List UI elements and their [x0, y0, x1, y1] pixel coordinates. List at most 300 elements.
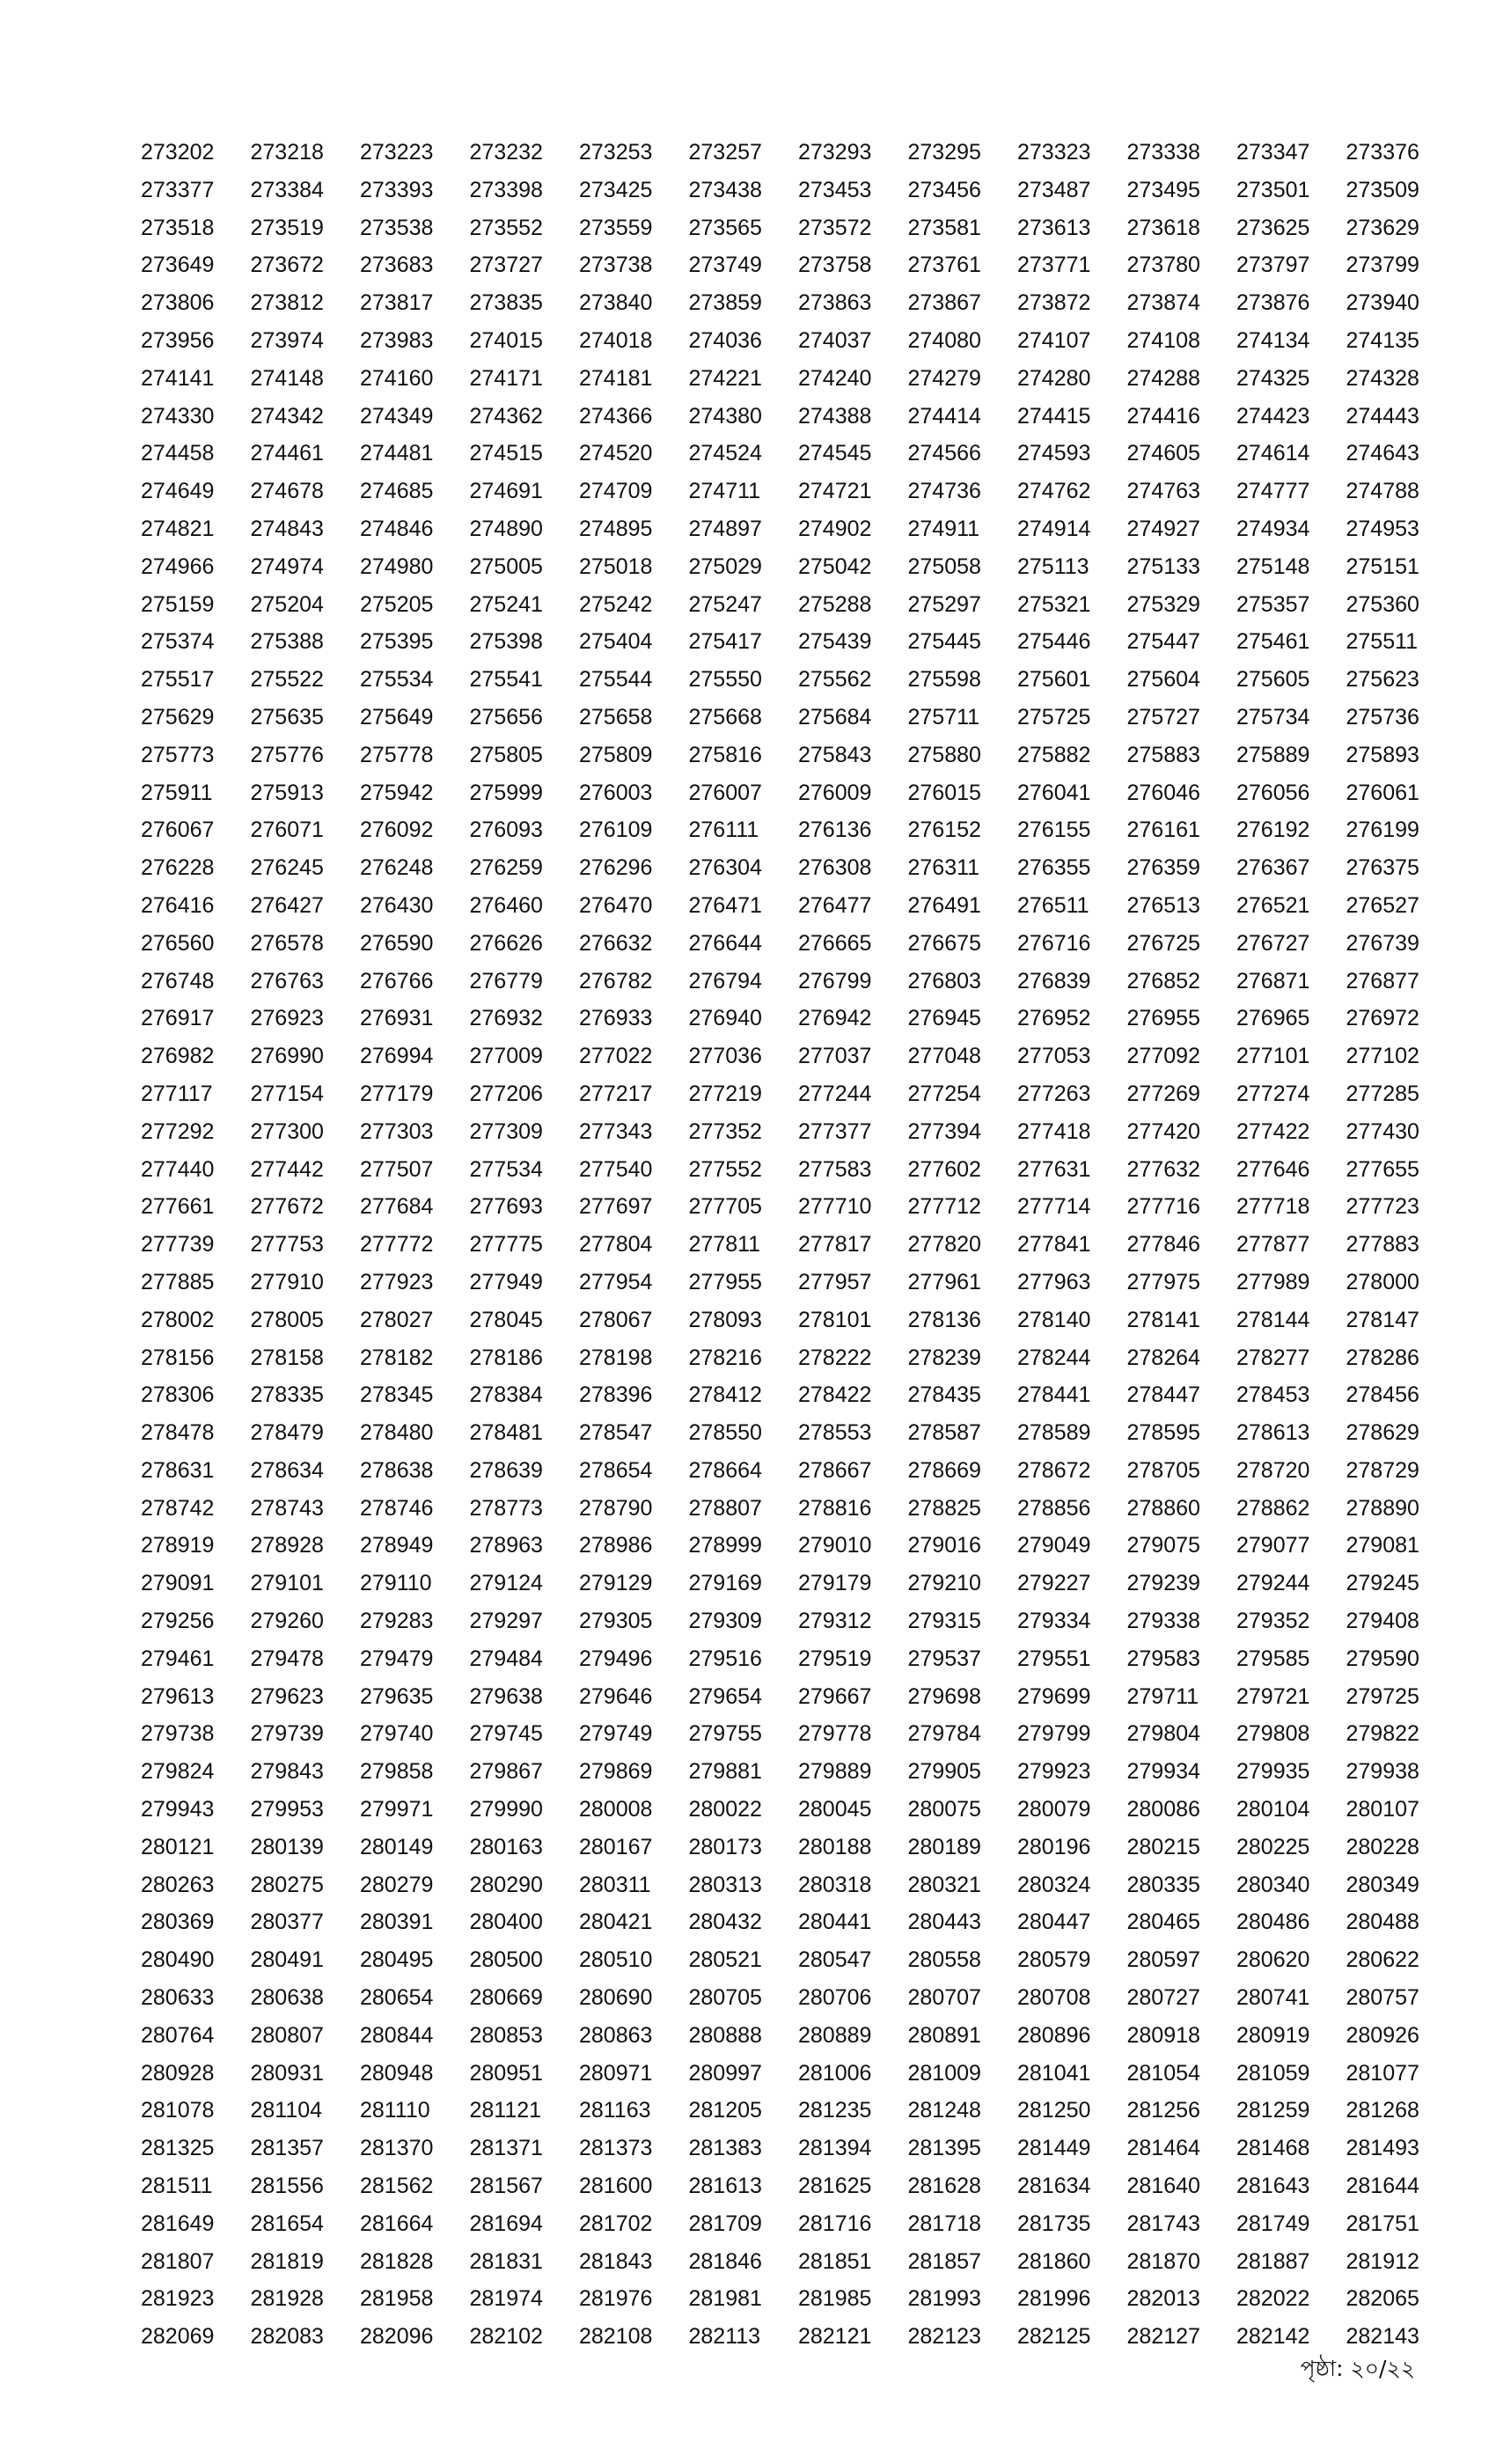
number-cell: 278654	[579, 1457, 653, 1483]
number-cell: 281250	[1017, 2098, 1091, 2123]
number-cell: 275544	[579, 667, 653, 693]
number-cell: 280510	[579, 1947, 653, 1973]
number-cell: 276632	[579, 930, 653, 956]
number-cell: 276748	[141, 968, 215, 994]
number-cell: 278412	[688, 1382, 762, 1408]
number-cell: 273761	[907, 253, 981, 278]
number-cell: 277923	[360, 1269, 434, 1294]
number-cell: 275029	[688, 554, 762, 579]
number-cell: 275809	[579, 742, 653, 767]
number-cell: 273559	[579, 215, 653, 240]
number-cell: 274349	[360, 403, 434, 429]
number-cell: 277269	[1126, 1081, 1200, 1106]
number-cell: 280139	[250, 1834, 324, 1859]
number-cell: 276161	[1126, 818, 1200, 843]
number-cell: 281912	[1346, 2248, 1419, 2274]
number-cell: 273552	[469, 215, 543, 240]
number-cell: 274288	[1126, 365, 1200, 391]
number-cell: 280324	[1017, 1872, 1091, 1897]
number-cell: 276427	[250, 892, 324, 918]
number-cell: 280633	[141, 1985, 215, 2011]
number-cell: 278742	[141, 1495, 215, 1521]
number-cell: 275374	[141, 629, 215, 655]
number-cell: 279305	[579, 1609, 653, 1634]
number-cell: 276477	[798, 892, 872, 918]
number-cell: 279245	[1346, 1571, 1419, 1596]
number-cell: 273876	[1236, 290, 1310, 316]
number-cell: 277716	[1126, 1194, 1200, 1220]
number-cell: 279784	[907, 1721, 981, 1747]
number-cell: 278587	[907, 1420, 981, 1446]
number-cell: 273257	[688, 140, 762, 165]
number-cell: 278862	[1236, 1495, 1310, 1521]
number-cell: 278999	[688, 1533, 762, 1558]
number-cell: 278825	[907, 1495, 981, 1521]
number-cell: 278335	[250, 1382, 324, 1408]
number-cell: 281857	[907, 2248, 981, 2274]
number-cell: 274649	[141, 479, 215, 504]
number-cell: 280263	[141, 1872, 215, 1897]
number-cell: 275778	[360, 742, 434, 767]
number-cell: 275711	[907, 704, 980, 730]
number-cell: 279698	[907, 1683, 981, 1709]
number-cell: 279461	[141, 1646, 215, 1671]
number-cell: 276471	[688, 892, 762, 918]
number-cell: 273347	[1236, 140, 1310, 165]
number-cell: 277883	[1346, 1232, 1419, 1258]
number-cell: 281643	[1236, 2174, 1310, 2199]
number-cell: 280919	[1236, 2022, 1310, 2048]
number-cell: 278589	[1017, 1420, 1091, 1446]
number-cell: 279077	[1236, 1533, 1310, 1558]
number-cell: 276308	[798, 855, 872, 881]
number-cell: 276111	[688, 818, 759, 843]
number-cell: 273727	[469, 253, 543, 278]
number-cell: 281846	[688, 2248, 762, 2274]
number-cell: 281121	[469, 2098, 542, 2123]
number-cell: 281694	[469, 2211, 543, 2236]
number-cell: 278141	[1126, 1307, 1200, 1332]
number-cell: 279667	[798, 1683, 872, 1709]
number-cell: 278045	[469, 1307, 543, 1332]
number-cell: 278790	[579, 1495, 653, 1521]
number-cell: 276511	[1017, 892, 1089, 918]
number-cell: 281743	[1126, 2211, 1200, 2236]
number-cell: 275605	[1236, 667, 1310, 693]
number-cell: 276199	[1346, 818, 1419, 843]
number-cell: 276990	[250, 1044, 324, 1069]
number-cell: 278547	[579, 1420, 653, 1446]
number-cell: 279129	[579, 1571, 653, 1596]
number-cell: 279352	[1236, 1609, 1310, 1634]
number-cell: 280579	[1017, 1947, 1091, 1973]
number-cell: 275658	[579, 704, 653, 730]
number-cell: 273377	[141, 177, 215, 202]
number-cell: 277632	[1126, 1156, 1200, 1182]
number-cell: 279312	[798, 1609, 872, 1634]
number-cell: 280741	[1236, 1985, 1310, 2011]
number-cell: 278664	[688, 1457, 762, 1483]
number-cell: 277961	[907, 1269, 981, 1294]
number-cell: 276041	[1017, 780, 1091, 805]
number-cell: 280654	[360, 1985, 434, 2011]
number-cell: 277661	[141, 1194, 215, 1220]
number-cell: 280167	[579, 1834, 653, 1859]
number-cell: 277672	[250, 1194, 324, 1220]
number-cell: 279309	[688, 1609, 762, 1634]
number-cell: 280926	[1346, 2022, 1419, 2048]
number-cell: 279638	[469, 1683, 543, 1709]
number-cell: 278669	[907, 1457, 981, 1483]
number-cell: 281464	[1126, 2136, 1200, 2161]
number-cell: 274036	[688, 327, 762, 353]
number-cell: 279699	[1017, 1683, 1091, 1709]
number-cell: 274458	[141, 441, 215, 466]
number-cell: 277053	[1017, 1044, 1091, 1069]
number-cell: 279739	[250, 1721, 324, 1747]
number-cell: 276578	[250, 930, 324, 956]
number-cell: 277684	[360, 1194, 434, 1220]
number-cell: 281718	[907, 2211, 981, 2236]
number-cell: 278286	[1346, 1345, 1419, 1370]
number-cell: 281843	[579, 2248, 653, 2274]
number-cell: 277117	[141, 1081, 213, 1106]
number-cell: 274366	[579, 403, 653, 429]
number-cell: 280638	[250, 1985, 324, 2011]
number-cell: 280173	[688, 1834, 762, 1859]
number-cell: 273835	[469, 290, 543, 316]
number-cell: 276590	[360, 930, 434, 956]
number-cell: 277092	[1126, 1044, 1200, 1069]
number-cell: 277102	[1346, 1044, 1419, 1069]
number-cell: 280997	[688, 2060, 762, 2086]
number-cell: 279408	[1346, 1609, 1419, 1634]
number-cell: 279297	[469, 1609, 543, 1634]
number-cell: 281468	[1236, 2136, 1310, 2161]
number-cell: 276763	[250, 968, 324, 994]
number-cell: 274897	[688, 516, 762, 541]
number-cell: 280844	[360, 2022, 434, 2048]
number-cell: 281006	[798, 2060, 872, 2086]
number-cell: 280669	[469, 1985, 543, 2011]
number-cell: 276259	[469, 855, 543, 881]
number-cell: 278158	[250, 1345, 324, 1370]
number-cell: 273806	[141, 290, 215, 316]
number-cell: 274721	[798, 479, 872, 504]
number-cell: 280225	[1236, 1834, 1310, 1859]
number-cell: 279822	[1346, 1721, 1419, 1747]
number-cell: 275816	[688, 742, 762, 767]
number-cell: 276940	[688, 1006, 762, 1031]
number-cell: 275942	[360, 780, 434, 805]
number-cell: 274279	[907, 365, 981, 391]
number-cell: 277949	[469, 1269, 543, 1294]
number-cell: 276304	[688, 855, 762, 881]
number-cell: 276955	[1126, 1006, 1200, 1031]
number-cell: 273398	[469, 177, 543, 202]
number-cell: 273738	[579, 253, 653, 278]
number-cell: 275297	[907, 591, 981, 617]
number-cell: 281104	[250, 2098, 323, 2123]
number-cell: 280896	[1017, 2022, 1091, 2048]
number-cell: 276355	[1017, 855, 1091, 881]
number-cell: 278705	[1126, 1457, 1200, 1483]
number-cell: 280708	[1017, 1985, 1091, 2011]
number-cell: 276491	[907, 892, 981, 918]
number-cell: 274481	[360, 441, 434, 466]
number-cell: 278553	[798, 1420, 872, 1446]
number-cell: 278550	[688, 1420, 762, 1446]
number-cell: 274221	[688, 365, 762, 391]
number-cell: 276228	[141, 855, 215, 881]
number-cell: 275776	[250, 742, 324, 767]
number-cell: 280349	[1346, 1872, 1419, 1897]
number-cell: 276430	[360, 892, 434, 918]
number-cell: 276136	[798, 818, 872, 843]
number-cell: 277957	[798, 1269, 872, 1294]
number-cell: 273456	[907, 177, 981, 202]
number-cell: 273223	[360, 140, 434, 165]
number-cell: 275727	[1126, 704, 1200, 730]
number-cell: 275133	[1126, 554, 1200, 579]
number-cell: 273797	[1236, 253, 1310, 278]
number-cell: 277507	[360, 1156, 434, 1182]
number-cell: 280918	[1126, 2022, 1200, 2048]
number-cell: 279799	[1017, 1721, 1091, 1747]
number-cell: 278093	[688, 1307, 762, 1332]
number-cell: 277841	[1017, 1232, 1091, 1258]
number-cell: 280149	[360, 1834, 434, 1859]
number-cell: 274015	[469, 327, 543, 353]
number-cell: 276675	[907, 930, 981, 956]
number-cell: 274980	[360, 554, 434, 579]
number-cell: 281828	[360, 2248, 434, 2274]
number-cell: 276799	[798, 968, 872, 994]
number-cell: 279721	[1236, 1683, 1310, 1709]
number-cell: 280196	[1017, 1834, 1091, 1859]
number-cell: 281664	[360, 2211, 434, 2236]
number-cell: 276007	[688, 780, 762, 805]
number-cell: 278856	[1017, 1495, 1091, 1521]
number-cell: 276982	[141, 1044, 215, 1069]
number-cell: 273323	[1017, 140, 1091, 165]
number-cell: 275242	[579, 591, 653, 617]
number-cell: 281259	[1236, 2098, 1310, 2123]
number-cell: 277877	[1236, 1232, 1310, 1258]
number-cell: 280313	[688, 1872, 762, 1897]
number-cell: 273940	[1346, 290, 1419, 316]
number-cell: 275357	[1236, 591, 1310, 617]
number-cell: 277804	[579, 1232, 653, 1258]
number-cell: 281556	[250, 2174, 324, 2199]
number-cell: 276917	[141, 1006, 215, 1031]
number-cell: 280486	[1236, 1910, 1310, 1935]
number-cell: 278453	[1236, 1382, 1310, 1408]
number-cell: 274545	[798, 441, 872, 466]
number-cell: 275623	[1346, 667, 1419, 693]
number-cell: 281059	[1236, 2060, 1310, 2086]
number-cell: 280215	[1126, 1834, 1200, 1859]
number-cell: 280188	[798, 1834, 872, 1859]
number-cell: 276626	[469, 930, 543, 956]
number-cell: 278198	[579, 1345, 653, 1370]
number-cell: 277910	[250, 1269, 324, 1294]
number-cell: 277274	[1236, 1081, 1310, 1106]
number-cell: 277036	[688, 1044, 762, 1069]
number-cell: 275889	[1236, 742, 1310, 767]
number-cell: 280807	[250, 2022, 324, 2048]
number-cell: 280421	[579, 1910, 653, 1935]
number-cell: 275461	[1236, 629, 1310, 655]
number-cell: 279590	[1346, 1646, 1419, 1671]
number-cell: 275882	[1017, 742, 1091, 767]
number-cell: 282108	[579, 2324, 653, 2350]
number-cell: 276359	[1126, 855, 1200, 881]
number-cell: 281077	[1346, 2060, 1419, 2086]
number-cell: 273863	[798, 290, 872, 316]
number-cell: 275329	[1126, 591, 1200, 617]
number-cell: 279110	[360, 1571, 432, 1596]
number-cell: 279749	[579, 1721, 653, 1747]
number-cell: 276965	[1236, 1006, 1310, 1031]
number-cell: 279585	[1236, 1646, 1310, 1671]
number-cell: 280490	[141, 1947, 215, 1973]
number-cell: 280521	[688, 1947, 762, 1973]
number-cell: 281383	[688, 2136, 762, 2161]
number-cell: 280228	[1346, 1834, 1419, 1859]
number-cell: 280620	[1236, 1947, 1310, 1973]
number-cell: 275911	[141, 780, 213, 805]
number-cell: 281628	[907, 2174, 981, 2199]
number-cell: 278277	[1236, 1345, 1310, 1370]
number-cell: 276367	[1236, 855, 1310, 881]
number-cell: 277552	[688, 1156, 762, 1182]
number-cell: 279256	[141, 1609, 215, 1634]
number-cell: 276015	[907, 780, 981, 805]
number-cell: 278746	[360, 1495, 434, 1521]
number-cell: 274846	[360, 516, 434, 541]
number-cell: 277219	[688, 1081, 762, 1106]
number-cell: 275404	[579, 629, 653, 655]
number-cell: 274135	[1346, 327, 1419, 353]
number-cell: 274890	[469, 516, 543, 541]
number-cell: 277037	[798, 1044, 872, 1069]
number-cell: 280707	[907, 1985, 981, 2011]
number-cell: 282142	[1236, 2324, 1310, 2350]
number-cell: 280432	[688, 1910, 762, 1935]
number-cell: 277975	[1126, 1269, 1200, 1294]
number-cell: 279858	[360, 1759, 434, 1785]
number-cell: 280335	[1126, 1872, 1200, 1897]
number-cell: 275288	[798, 591, 872, 617]
number-cell: 277772	[360, 1232, 434, 1258]
number-cell: 281751	[1346, 2211, 1419, 2236]
number-cell: 280889	[798, 2022, 872, 2048]
number-cell: 281235	[798, 2098, 872, 2123]
number-cell: 273232	[469, 140, 543, 165]
number-cell: 276470	[579, 892, 653, 918]
number-cell: 281831	[469, 2248, 543, 2274]
number-cell: 276093	[469, 818, 543, 843]
number-cell: 280079	[1017, 1797, 1091, 1822]
number-cell: 280888	[688, 2022, 762, 2048]
number-cell: 274691	[469, 479, 543, 504]
number-cell: 282123	[907, 2324, 981, 2350]
number-cell: 275388	[250, 629, 324, 655]
number-cell: 274443	[1346, 403, 1419, 429]
number-cell: 282022	[1236, 2286, 1310, 2312]
number-cell: 281654	[250, 2211, 324, 2236]
number-cell: 281395	[907, 2136, 981, 2161]
number-cell: 279635	[360, 1683, 434, 1709]
number-cell: 277846	[1126, 1232, 1200, 1258]
number-cell: 275439	[798, 629, 872, 655]
number-cell: 276296	[579, 855, 653, 881]
number-cell: 278306	[141, 1382, 215, 1408]
number-cell: 278816	[798, 1495, 872, 1521]
number-cell: 273218	[250, 140, 324, 165]
number-cell: 277303	[360, 1118, 434, 1144]
number-cell: 275880	[907, 742, 981, 767]
number-cell: 280290	[469, 1872, 543, 1897]
number-cell: 275684	[798, 704, 872, 730]
number-cell: 276852	[1126, 968, 1200, 994]
number-cell: 278239	[907, 1345, 981, 1370]
number-cell: 278667	[798, 1457, 872, 1483]
number-cell: 278264	[1126, 1345, 1200, 1370]
number-cell: 278928	[250, 1533, 324, 1558]
number-cell: 275999	[469, 780, 543, 805]
number-cell: 273799	[1346, 253, 1419, 278]
number-cell: 280279	[360, 1872, 434, 1897]
number-cell: 277955	[688, 1269, 762, 1294]
number-cell: 273338	[1126, 140, 1200, 165]
number-cell: 278481	[469, 1420, 543, 1446]
number-cell: 274388	[798, 403, 872, 429]
number-cell: 280075	[907, 1797, 981, 1822]
number-cell: 275517	[141, 667, 215, 693]
number-cell: 274762	[1017, 479, 1091, 504]
number-cell: 275635	[250, 704, 324, 730]
number-cell: 282065	[1346, 2286, 1419, 2312]
number-cell: 274685	[360, 479, 434, 504]
number-cell: 276245	[250, 855, 324, 881]
number-cell: 273956	[141, 327, 215, 353]
number-cell: 277352	[688, 1118, 762, 1144]
number-cell: 276009	[798, 780, 872, 805]
number-cell: 279778	[798, 1721, 872, 1747]
number-cell: 274108	[1126, 327, 1200, 353]
number-cell: 277101	[1236, 1044, 1310, 1069]
number-cell: 274328	[1346, 365, 1419, 391]
number-cell: 276092	[360, 818, 434, 843]
number-cell: 276766	[360, 968, 434, 994]
number-cell: 280853	[469, 2022, 543, 2048]
number-cell: 273393	[360, 177, 434, 202]
number-cell: 279010	[798, 1533, 872, 1558]
number-cell: 276839	[1017, 968, 1091, 994]
number-cell: 282121	[798, 2324, 872, 2350]
number-cell: 273501	[1236, 177, 1310, 202]
number-cell: 276109	[579, 818, 653, 843]
number-cell: 279551	[1017, 1646, 1091, 1671]
number-cell: 273425	[579, 177, 653, 202]
number-cell: 273649	[141, 253, 215, 278]
number-cell: 277705	[688, 1194, 762, 1220]
number-cell: 273859	[688, 290, 762, 316]
number-cell: 280008	[579, 1797, 653, 1822]
number-cell: 278986	[579, 1533, 653, 1558]
